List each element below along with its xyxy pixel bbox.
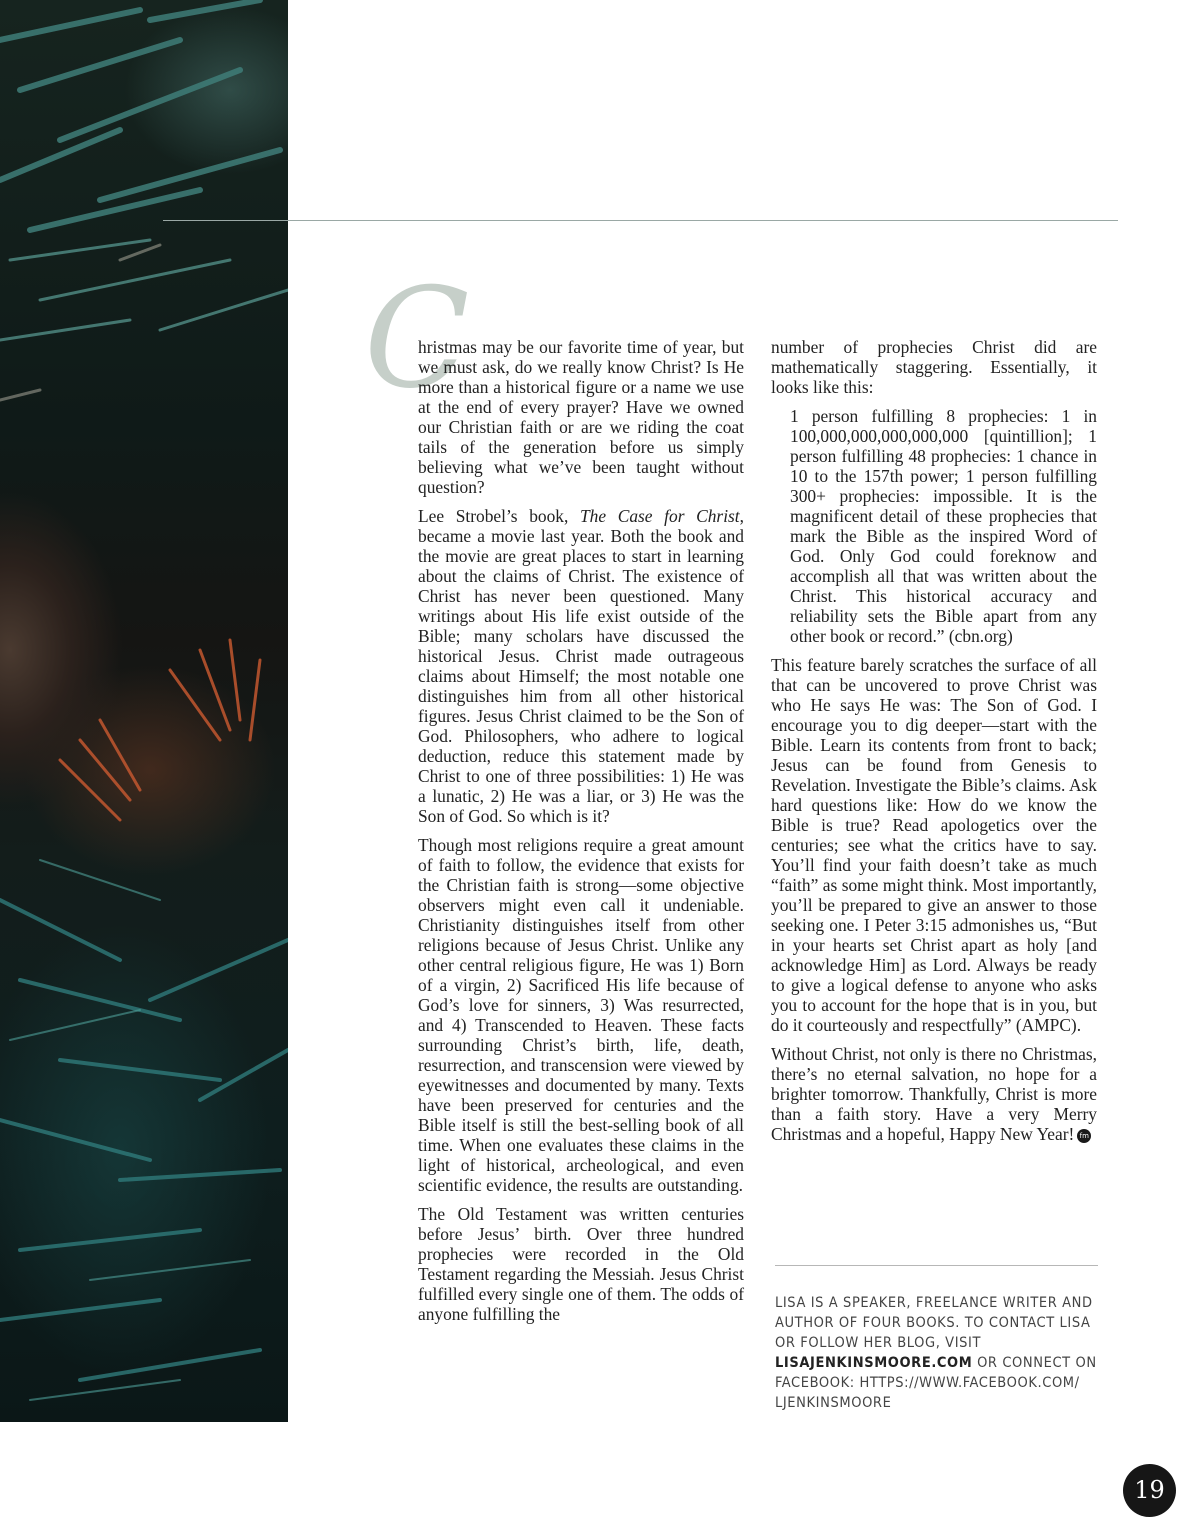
header-divider <box>163 220 1118 221</box>
article-paragraph: number of prophecies Christ did are mathematically staggering. Essentially, it looks like this: <box>771 337 1097 397</box>
book-title: The Case for Christ <box>580 506 740 526</box>
article-column-right <box>771 337 1097 1153</box>
prophecy-quote: 1 person fulfilling 8 prophecies: 1 in 100,000,000,000,000,000 [quintillion]; 1 person fulfilling 48 prophecies: 1 chance in 10 to the 157th power; 1 person fulfilling 300+ prophecies: impossible. It is the magnificent detail of these prophecies that mark the Bible as the inspired Word of God. Only God could foreknow and accomplish all that was written about the Christ. This historical accuracy and reliability sets the Bible apart from any other book or record.” (cbn.org) <box>790 406 1097 646</box>
end-mark-icon: fm <box>1077 1129 1091 1143</box>
article-paragraph: Without Christ, not only is there no Christmas, there’s no eternal salvation, no hope for a brighter tomorrow. Thankfully, Christ is more than a faith story. Have a very Merry Christmas and a hopeful, Happy New Year! fm <box>771 1044 1097 1144</box>
pine-needles-illustration <box>0 0 288 1422</box>
author-website-link[interactable]: LISAJENKINSMOORE.COM <box>775 1355 973 1371</box>
author-bio: LISA IS A SPEAKER, FREELANCE WRITER AND AUTHOR OF FOUR BOOKS. TO CONTACT LISA OR FOLLOW HER BLOG, VISIT LISAJENKINSMOORE.COM OR CONNECT ON FACEBOOK: HTTPS://WWW.FACEBOOK.COM/ LJENKINSMOORE <box>775 1295 1097 1411</box>
article-paragraph: Lee Strobel’s book, The Case for Christ, became a movie last year. Both the book and the movie are great places to start in learning about the claims of Christ. The existence of Christ has never been questioned. Many writings about His life exist outside of the Bible; many scholars have discussed the historical Jesus. Christ made outrageous claims about Himself; the most notable one distinguishes him from all other historical figures. Jesus Christ claimed to be the Son of God. Philosophers, who adhere to logical deduction, reduce this statement made by Christ to one of three possibilities: 1) He was a lunatic, 2) He was a liar, or 3) He was the Son of God. So which is it? <box>418 506 744 826</box>
article-column-left <box>418 337 744 1333</box>
pine-branch-photo <box>0 0 288 1422</box>
page-number-badge: 19 <box>1123 1464 1176 1517</box>
article-paragraph: Though most religions require a great amount of faith to follow, the evidence that exists for the Christian faith is strong—some objective observers might even call it undeniable. Christianity distinguishes itself from other religions because of Jesus Christ. Unlike any other central religious figure, He was 1) Born of a virgin, 2) Sacrificed His life because of God’s love for sinners, 3) Was resurrected, and 4) Transcended to Heaven. These facts surrounding Christ’s birth, life, death, resurrection, and transcension were viewed by eyewitnesses and documented by many. Texts have been preserved for centuries and the Bible itself is still the best-selling book of all time. When one evaluates these claims in the light of historical, archeological, and even scientific evidence, the results are outstanding. <box>418 835 744 1195</box>
drop-cap: C <box>364 258 470 419</box>
article-paragraph: This feature barely scratches the surface of all that can be uncovered to prove Christ was who He says He was: The Son of God. I encourage you to dig deeper—start with the Bible. Learn its contents from front to back; Jesus can be found from Genesis to Revelation. Investigate the Bible’s claims. Ask hard questions like: How do we know the Bible is true? Read apologetics over the centuries; see what the critics have to say. You’ll find your faith doesn’t take as much “faith” as some might think. Most importantly, you’ll be prepared to give an answer to those seeking one. I Peter 3:15 admonishes us, “But in your hearts set Christ apart as holy [and acknowledge Him] as Lord. Always be ready to give a logical defense to anyone who asks you to account for the hope that is in you, but do it courteously and respectfully” (AMPC). <box>771 655 1097 1035</box>
article-paragraph: The Old Testament was written centuries before Jesus’ birth. Over three hundred prophecies were recorded in the Old Testament regarding the Messiah. Jesus Christ fulfilled every single one of them. The odds of anyone fulfilling the <box>418 1204 744 1324</box>
bio-divider <box>775 1265 1098 1266</box>
article-paragraph: hristmas may be our favorite time of year, but we must ask, do we really know Christ? Is He more than a historical figure or a name we use at the end of every prayer? Have we owned our Christian faith or are we riding the coat tails of the generation before us simply believing what we’ve been taught without question? <box>418 337 744 497</box>
